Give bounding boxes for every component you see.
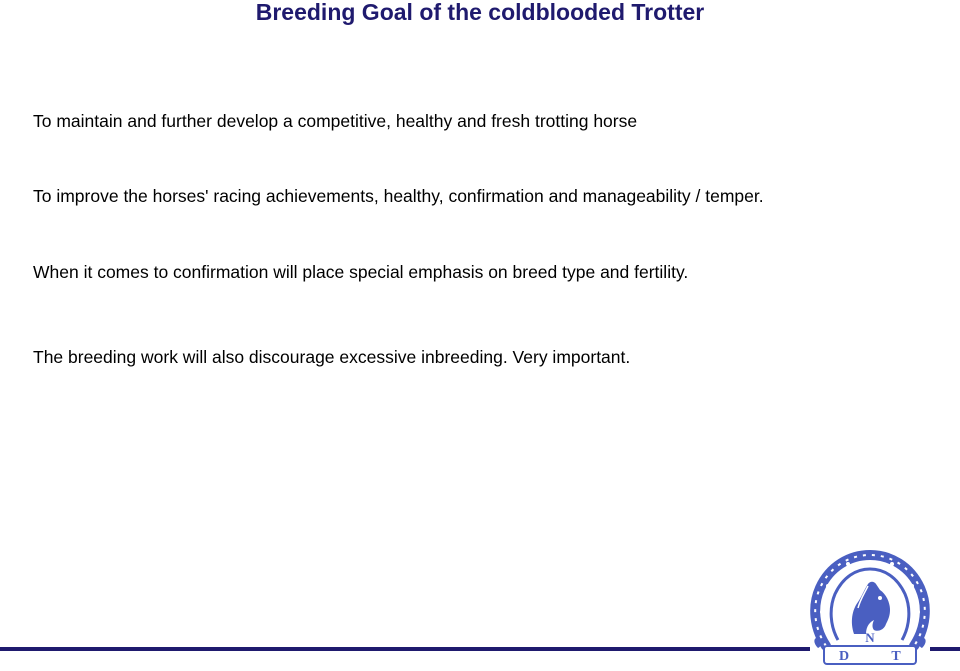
goal-paragraph-1: To maintain and further develop a competitive, healthy and fresh trotting horse <box>33 111 638 131</box>
logo-letter-d: D <box>838 649 850 664</box>
footer-divider-right <box>930 647 960 651</box>
goal-paragraph-4: The breeding work will also discourage excessive inbreeding. Very important. <box>33 347 631 367</box>
footer-divider-left <box>0 647 810 651</box>
logo-letter-n: N <box>865 630 875 645</box>
logo-letter-t: T <box>891 649 901 664</box>
slide-title: Breeding Goal of the coldblooded Trotter <box>255 0 705 25</box>
horseshoe-horse-head-logo-icon <box>808 550 932 666</box>
goal-paragraph-3: When it comes to confirmation will place special emphasis on breed type and fertility. <box>33 262 689 282</box>
goal-paragraph-2: To improve the horses' racing achievements, healthy, confirmation and manageability / temper. <box>33 186 764 206</box>
